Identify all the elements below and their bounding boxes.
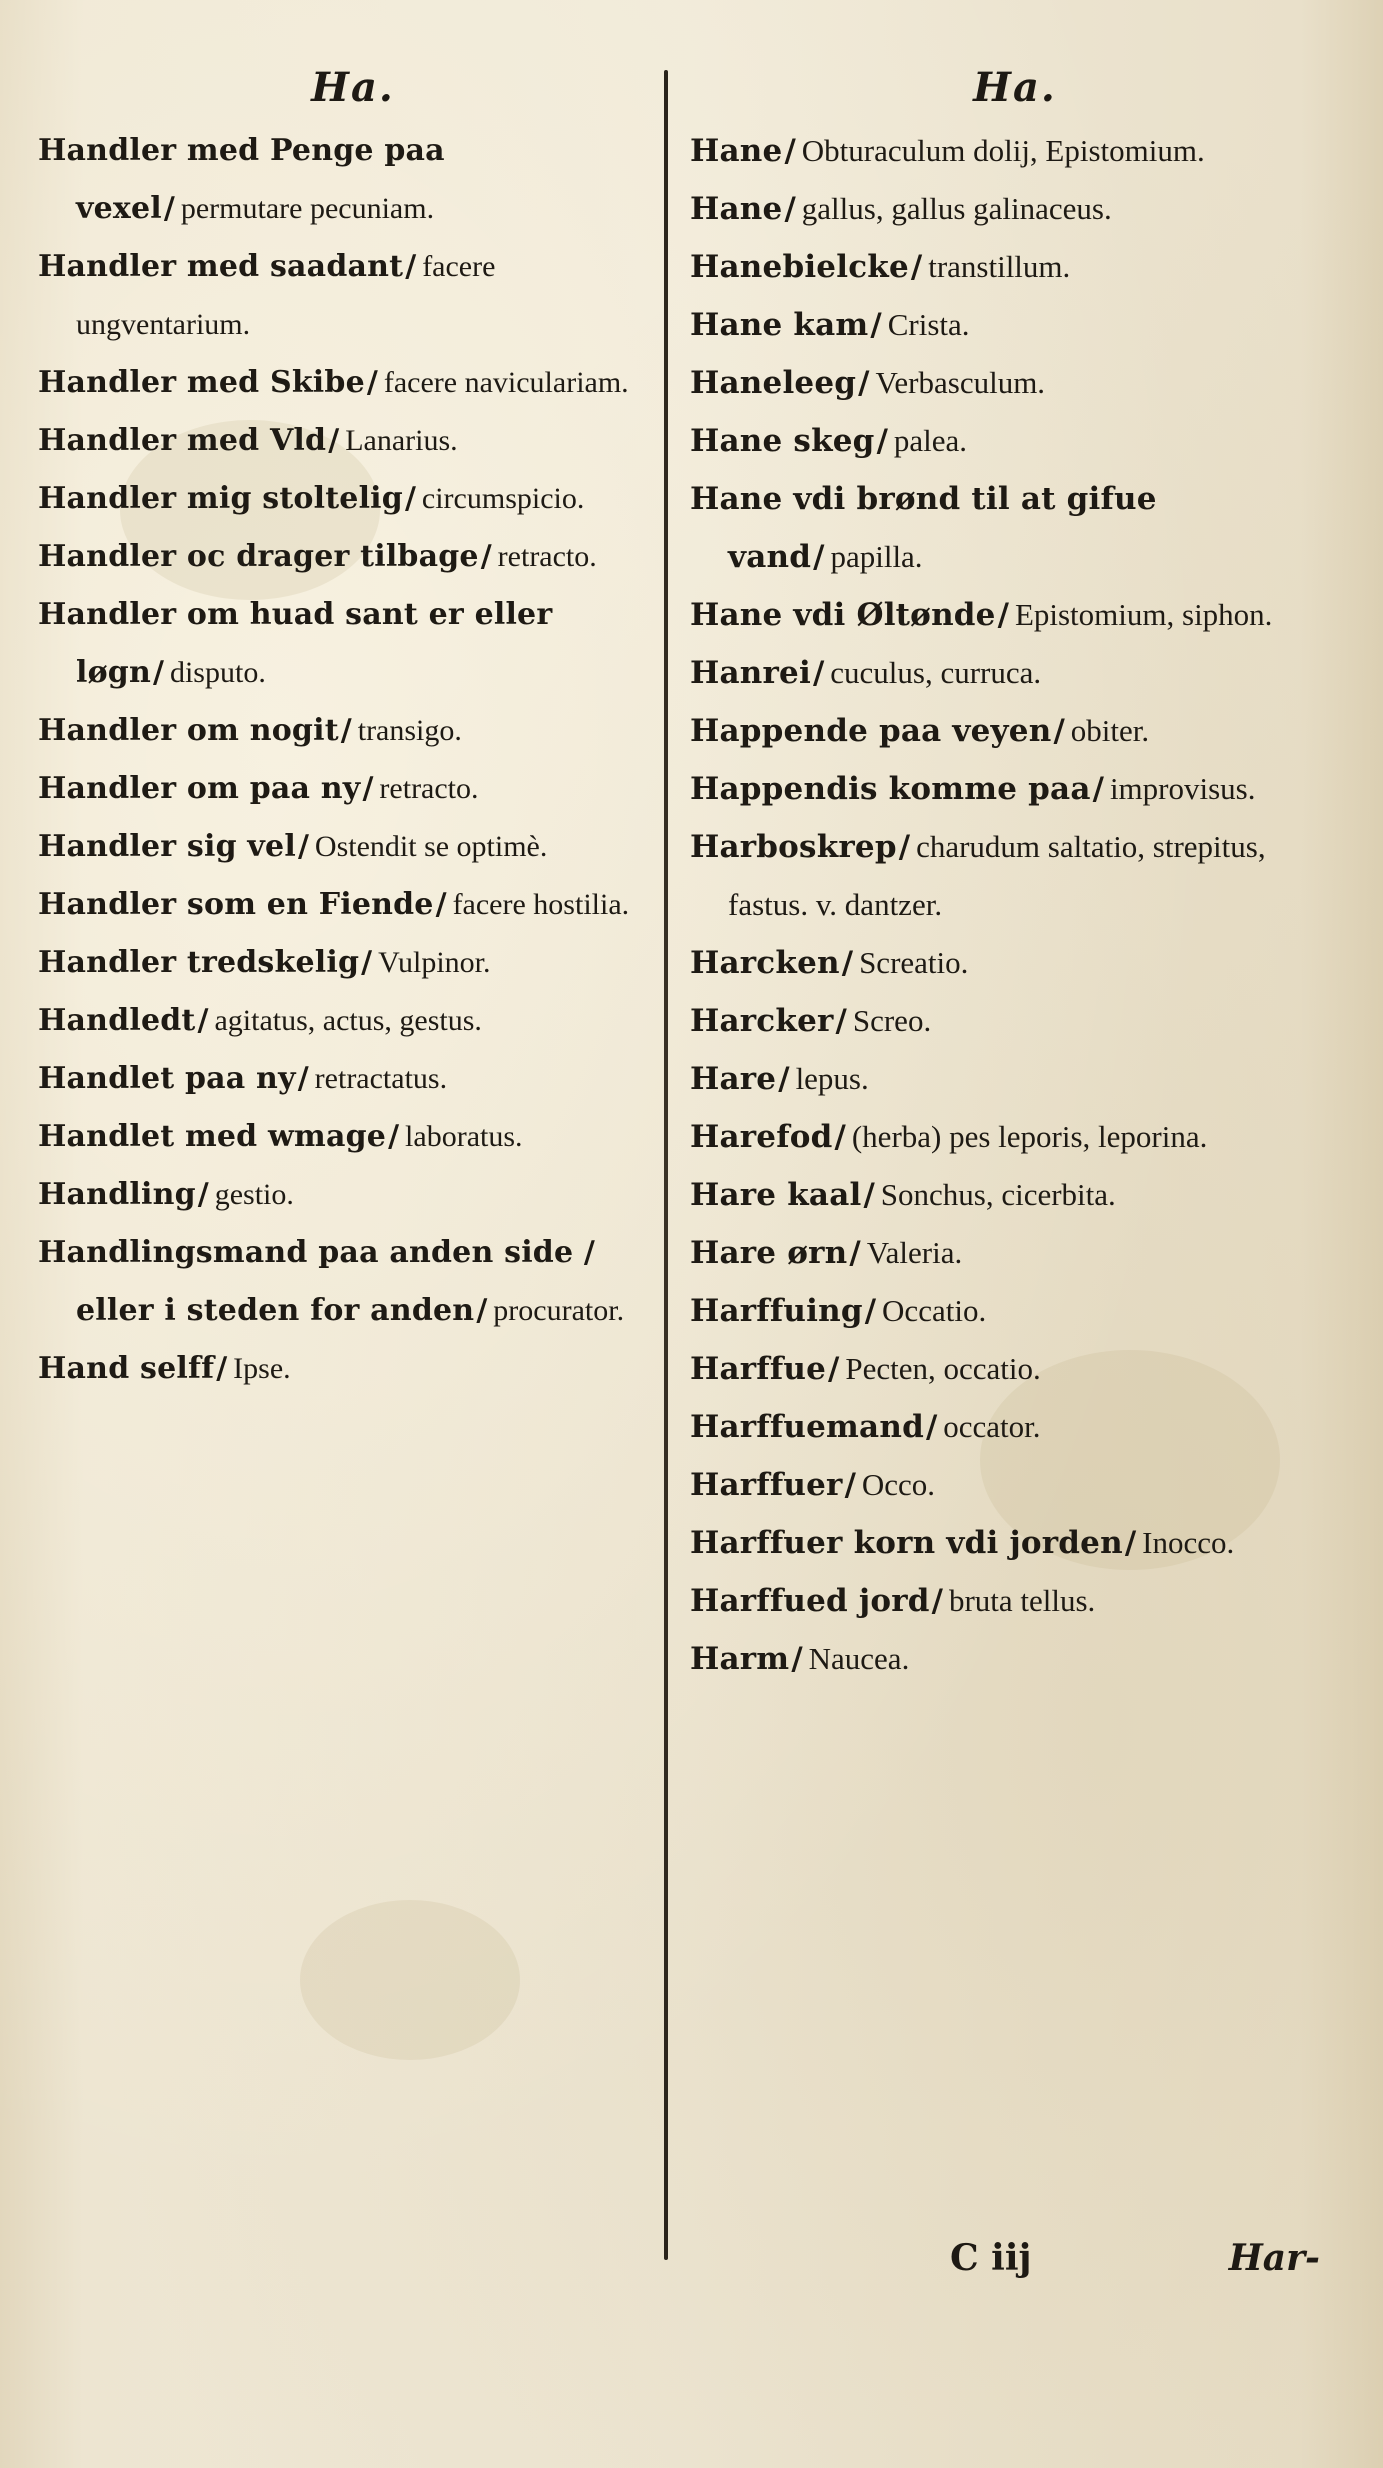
- latin-translation: Screatio.: [859, 945, 969, 980]
- latin-translation: laboratus.: [405, 1120, 523, 1153]
- danish-term: Handler med Penge paa vexel: [38, 133, 445, 226]
- latin-translation: facere hostilia.: [452, 888, 630, 921]
- entry-separator: /: [153, 655, 164, 690]
- dictionary-entry: [690, 1514, 1340, 1572]
- latin-translation: obiter.: [1070, 713, 1150, 748]
- latin-translation: circumspicio.: [421, 482, 585, 515]
- entry-separator: /: [864, 1293, 877, 1329]
- entry-separator: /: [835, 1003, 847, 1039]
- latin-translation: Inocco.: [1142, 1525, 1235, 1560]
- dictionary-entry: [38, 760, 668, 818]
- latin-translation: cuculus, curruca.: [830, 655, 1042, 690]
- latin-translation: improvisus.: [1109, 771, 1256, 806]
- dictionary-entry: [690, 992, 1340, 1050]
- dictionary-entry: [38, 992, 668, 1050]
- running-headword: Ha.: [973, 64, 1057, 111]
- dictionary-entry: [690, 238, 1340, 296]
- danish-term: Happendis komme paa: [690, 771, 1091, 807]
- entry-separator: /: [362, 771, 374, 806]
- entry-separator: /: [476, 1293, 488, 1328]
- latin-translation: disputo.: [169, 656, 266, 689]
- danish-term: Handler sig vel: [38, 829, 296, 864]
- latin-translation: gestio.: [214, 1178, 294, 1211]
- danish-term: Harffue: [690, 1351, 827, 1387]
- entry-separator: /: [405, 249, 417, 284]
- entry-separator: /: [216, 1351, 228, 1386]
- dictionary-entry: [690, 586, 1340, 644]
- entry-separator: /: [366, 365, 378, 400]
- dictionary-entry: [690, 122, 1340, 180]
- danish-term: Hanebielcke: [690, 249, 909, 285]
- dictionary-entry: [38, 354, 668, 412]
- dictionary-entry: [690, 1630, 1340, 1688]
- dictionary-entry: [38, 122, 668, 238]
- danish-term: Harcken: [690, 945, 840, 981]
- danish-term: Hane: [690, 133, 783, 169]
- entry-separator: /: [784, 133, 796, 169]
- latin-translation: charudum saltatio, strepitus, fastus. v. dantzer.: [728, 829, 1266, 922]
- danish-term: Harffuer: [690, 1467, 843, 1503]
- danish-term: Handler om huad sant er eller løgn: [38, 597, 553, 690]
- danish-term: Handlet paa ny: [38, 1061, 296, 1096]
- danish-term: Hare kaal: [690, 1177, 862, 1213]
- danish-term: Hane skeg: [690, 423, 875, 459]
- danish-term: Hare ørn: [690, 1235, 848, 1271]
- danish-term: Harboskrep: [690, 829, 897, 865]
- entry-separator: /: [834, 1119, 846, 1155]
- entry-separator: /: [297, 829, 309, 864]
- danish-term: Hane: [690, 191, 783, 227]
- latin-translation: transigo.: [357, 714, 462, 747]
- danish-term: Handler oc drager tilbage: [38, 539, 479, 574]
- entry-separator: /: [844, 1467, 856, 1503]
- latin-translation: (herba) pes leporis, leporina.: [851, 1119, 1208, 1154]
- latin-translation: retractatus.: [314, 1062, 448, 1095]
- latin-translation: Verbasculum.: [875, 365, 1046, 400]
- entry-separator: /: [1092, 771, 1104, 807]
- latin-translation: agitatus, actus, gestus.: [214, 1004, 482, 1037]
- dictionary-entry: [690, 644, 1340, 702]
- latin-translation: Sonchus, cicerbita.: [880, 1177, 1116, 1212]
- danish-term: Handler om paa ny: [38, 771, 361, 806]
- dictionary-entry: [690, 354, 1340, 412]
- dictionary-entry: [690, 1166, 1340, 1224]
- dictionary-entry: [38, 1224, 668, 1340]
- entry-separator: /: [876, 423, 888, 459]
- latin-translation: occator.: [943, 1409, 1041, 1444]
- entry-separator: /: [910, 249, 923, 285]
- dictionary-entry: [38, 1166, 668, 1224]
- paper-stain: [300, 1900, 520, 2060]
- entry-separator: /: [931, 1583, 943, 1619]
- dictionary-entry: [690, 1456, 1340, 1514]
- entry-separator: /: [480, 539, 492, 574]
- entry-separator: /: [435, 887, 447, 922]
- latin-translation: palea.: [893, 423, 968, 458]
- entry-separator: /: [863, 1177, 875, 1213]
- dictionary-entry: [690, 1108, 1340, 1166]
- danish-term: Harffuemand: [690, 1409, 924, 1445]
- danish-term: Happende paa veyen: [690, 713, 1052, 749]
- dictionary-entry: [38, 876, 668, 934]
- dictionary-entry: [690, 1398, 1340, 1456]
- dictionary-entry: [690, 180, 1340, 238]
- latin-translation: Naucea.: [808, 1641, 910, 1676]
- dictionary-entry: [690, 1050, 1340, 1108]
- danish-term: Handler som en Fiende: [38, 887, 434, 922]
- entry-separator: /: [813, 539, 825, 575]
- dictionary-entry: [38, 586, 668, 702]
- right-column: [690, 58, 1340, 1688]
- dictionary-entry: [690, 760, 1340, 818]
- left-column: [38, 58, 668, 1398]
- latin-translation: Epistomium, siphon.: [1014, 597, 1273, 632]
- latin-translation: Screo.: [852, 1003, 932, 1038]
- dictionary-entry: [38, 818, 668, 876]
- danish-term: Handler med saadant: [38, 249, 404, 284]
- danish-term: Hare: [690, 1061, 777, 1097]
- dictionary-entry: [690, 470, 1340, 586]
- latin-translation: permutare pecuniam.: [180, 192, 435, 225]
- dictionary-entry: [690, 1224, 1340, 1282]
- danish-term: Hand selff: [38, 1351, 215, 1386]
- entry-separator: /: [404, 481, 416, 516]
- danish-term: Hane vdi Øltønde: [690, 597, 996, 633]
- entry-separator: /: [388, 1119, 400, 1154]
- page-footer: [950, 2228, 1330, 2288]
- entry-separator: /: [870, 307, 882, 343]
- latin-translation: facere naviculariam.: [383, 366, 629, 399]
- dictionary-entry: [690, 1282, 1340, 1340]
- dictionary-entry: [690, 296, 1340, 354]
- entry-separator: /: [858, 365, 870, 401]
- danish-term: Haneleeg: [690, 365, 857, 401]
- entry-separator: /: [812, 655, 825, 691]
- danish-term: Harefod: [690, 1119, 833, 1155]
- danish-term: Harcker: [690, 1003, 834, 1039]
- dictionary-entry: [690, 702, 1340, 760]
- dictionary-entry: [690, 818, 1340, 934]
- entry-separator: /: [340, 713, 352, 748]
- dictionary-entry: [38, 528, 668, 586]
- entry-separator: /: [784, 191, 796, 227]
- latin-translation: retracto.: [497, 540, 597, 573]
- latin-translation: Crista.: [887, 307, 970, 342]
- entry-separator: /: [778, 1061, 790, 1097]
- entry-separator: /: [297, 1061, 309, 1096]
- latin-translation: Valeria.: [866, 1235, 963, 1270]
- latin-translation: Vulpinor.: [378, 946, 491, 979]
- entry-separator: /: [841, 945, 854, 981]
- latin-translation: Occatio.: [882, 1293, 987, 1328]
- danish-term: Handler tredskelig: [38, 945, 360, 980]
- latin-translation: gallus, gallus galinaceus.: [801, 191, 1112, 226]
- entry-list: [38, 122, 668, 1398]
- danish-term: Handling: [38, 1177, 196, 1212]
- entry-separator: /: [1053, 713, 1065, 749]
- entry-separator: /: [828, 1351, 840, 1387]
- danish-term: Harffuing: [690, 1293, 863, 1329]
- latin-translation: Obturaculum dolij, Epistomium.: [801, 133, 1205, 168]
- entry-separator: /: [197, 1003, 209, 1038]
- dictionary-entry: [38, 934, 668, 992]
- catchword: Har-: [1228, 2237, 1320, 2279]
- latin-translation: transtillum.: [928, 249, 1071, 284]
- latin-translation: Occo.: [861, 1467, 936, 1502]
- danish-term: Handledt: [38, 1003, 196, 1038]
- signature-mark: C iij: [950, 2237, 1032, 2279]
- entry-separator: /: [328, 423, 340, 458]
- entry-separator: /: [898, 829, 911, 865]
- latin-translation: procurator.: [493, 1294, 625, 1327]
- dictionary-entry: [690, 934, 1340, 992]
- danish-term: Hane vdi brønd til at gifue vand: [690, 481, 1157, 575]
- latin-translation: facere ungventarium.: [76, 250, 496, 341]
- dictionary-entry: [690, 1572, 1340, 1630]
- dictionary-entry: [38, 238, 668, 354]
- latin-translation: retracto.: [379, 772, 479, 805]
- dictionary-entry: [690, 412, 1340, 470]
- danish-term: Hanrei: [690, 655, 811, 691]
- danish-term: Handlingsmand paa anden side / eller i steden for anden: [38, 1235, 596, 1328]
- running-headword: Ha.: [311, 64, 395, 111]
- entry-separator: /: [925, 1409, 938, 1445]
- dictionary-entry: [38, 412, 668, 470]
- latin-translation: papilla.: [830, 539, 923, 574]
- entry-separator: /: [849, 1235, 861, 1271]
- dictionary-entry: [38, 470, 668, 528]
- latin-translation: Lanarius.: [345, 424, 458, 457]
- entry-separator: /: [361, 945, 373, 980]
- entry-separator: /: [791, 1641, 803, 1677]
- danish-term: Handler om nogit: [38, 713, 339, 748]
- danish-term: Handler mig stoltelig: [38, 481, 403, 516]
- latin-translation: lepus.: [795, 1061, 869, 1096]
- entry-separator: /: [163, 191, 175, 226]
- entry-separator: /: [997, 597, 1009, 633]
- dictionary-entry: [38, 702, 668, 760]
- latin-translation: Ostendit se optimè.: [314, 830, 548, 863]
- latin-translation: Pecten, occatio.: [845, 1351, 1041, 1386]
- danish-term: Handler med Vld: [38, 423, 327, 458]
- danish-term: Harm: [690, 1641, 790, 1677]
- danish-term: Handlet med wmage: [38, 1119, 387, 1154]
- entry-separator: /: [1124, 1525, 1137, 1561]
- entry-list: [690, 122, 1340, 1688]
- latin-translation: Ipse.: [233, 1352, 291, 1385]
- danish-term: Harffuer korn vdi jorden: [690, 1525, 1123, 1561]
- latin-translation: bruta tellus.: [948, 1583, 1096, 1618]
- danish-term: Hane kam: [690, 307, 869, 343]
- dictionary-entry: [38, 1340, 668, 1398]
- entry-separator: /: [197, 1177, 209, 1212]
- dictionary-entry: [690, 1340, 1340, 1398]
- danish-term: Harffued jord: [690, 1583, 930, 1619]
- danish-term: Handler med Skibe: [38, 365, 365, 400]
- dictionary-entry: [38, 1108, 668, 1166]
- dictionary-entry: [38, 1050, 668, 1108]
